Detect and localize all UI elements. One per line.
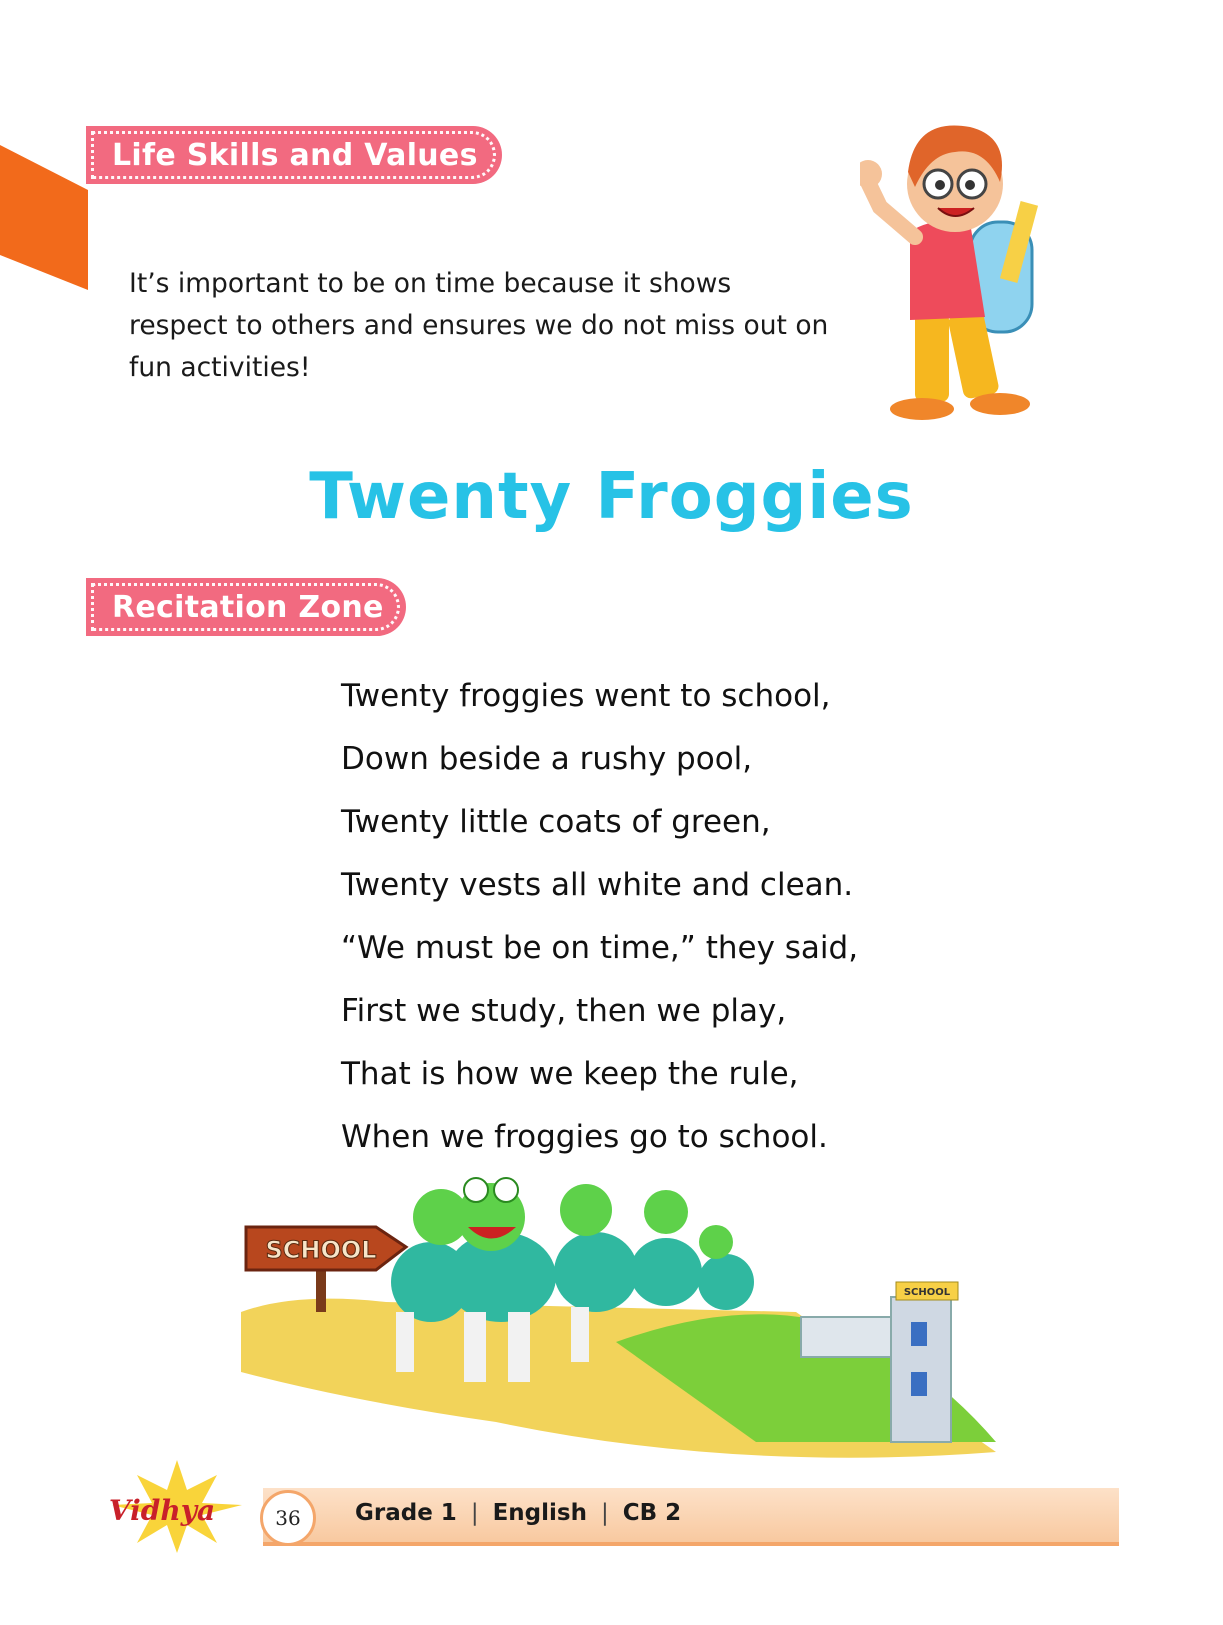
building-sign-text: SCHOOL xyxy=(903,1287,951,1298)
side-tab-decoration xyxy=(0,145,88,290)
footer-subject: English xyxy=(492,1500,587,1526)
poem-line: That is how we keep the rule, xyxy=(341,1056,799,1092)
frogs-going-to-school-illustration xyxy=(236,1172,1016,1472)
poem-line: Twenty froggies went to school, xyxy=(341,678,831,714)
footer-separator: | xyxy=(600,1500,609,1526)
footer-separator: | xyxy=(470,1500,479,1526)
poem-line: When we froggies go to school. xyxy=(341,1119,828,1155)
page-title: Twenty Froggies xyxy=(309,460,914,534)
life-skills-text: It’s important to be on time because it shows respect to others and ensures we do not miss out on fun activities! xyxy=(129,268,829,383)
poem-line: Twenty little coats of green, xyxy=(341,804,771,840)
life-skills-heading xyxy=(86,126,502,184)
footer-grade: Grade 1 xyxy=(355,1500,457,1526)
footer-book-info xyxy=(355,1500,681,1526)
recitation-zone-heading xyxy=(86,578,406,636)
recitation-zone-heading-label: Recitation Zone xyxy=(112,589,384,625)
poem-line: Twenty vests all white and clean. xyxy=(341,867,854,903)
boy-with-backpack-illustration xyxy=(860,112,1080,432)
poem-line: First we study, then we play, xyxy=(341,993,787,1029)
logo-text: Vidhya xyxy=(108,1494,216,1527)
poem-line: Down beside a rushy pool, xyxy=(341,741,753,777)
life-skills-heading-label: Life Skills and Values xyxy=(112,137,478,173)
vidhya-logo xyxy=(92,1455,262,1555)
page-number: 36 xyxy=(260,1490,316,1546)
poem-line: “We must be on time,” they said, xyxy=(341,930,859,966)
footer-book: CB 2 xyxy=(622,1500,682,1526)
school-sign-text: SCHOOL xyxy=(265,1236,377,1264)
poem xyxy=(341,665,1041,1169)
